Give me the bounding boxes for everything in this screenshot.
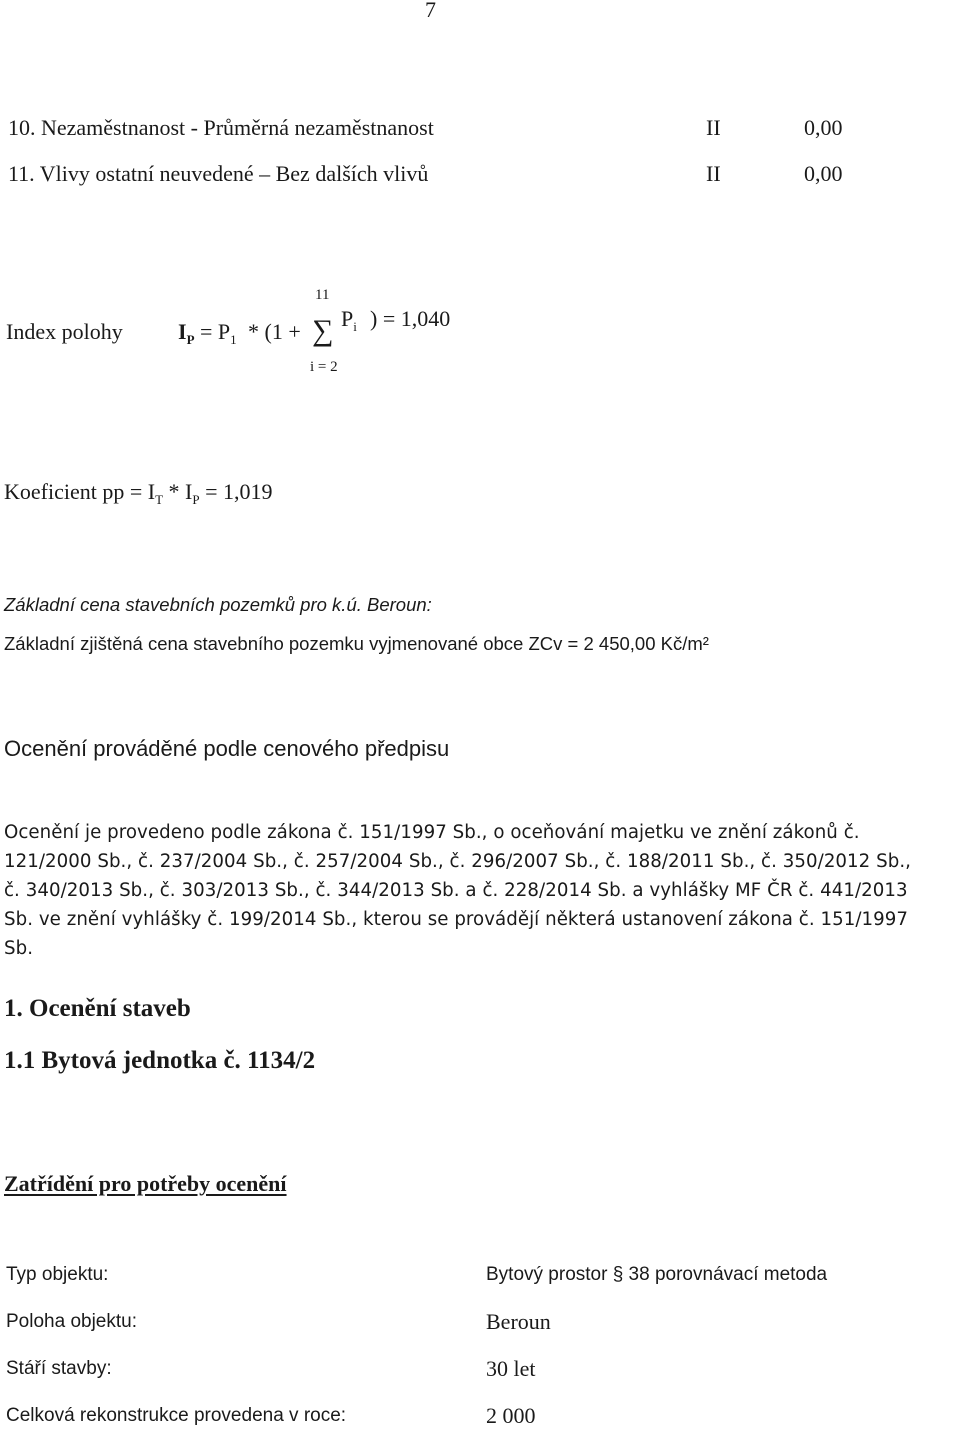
formula-ip: $I_P$ (178, 319, 195, 347)
paragraph-line: 121/2000 Sb., č. 237/2004 Sb., č. 257/2004 Sb., č. 296/2007 Sb., č. 188/2011 Sb., č. 350/2012 Sb., (4, 851, 911, 872)
formula-pi: $P_i$ (341, 306, 357, 334)
paragraph-line: Sb. ve znění vyhlášky č. 199/2014 Sb., kterou se provádějí některá ustanovení zákona č. 151/1997 (4, 909, 909, 930)
zakladni-cena-heading: Základní cena stavebních pozemků pro k.ú. Beroun: (4, 594, 432, 615)
factor-class: II (706, 161, 721, 186)
factor-value: 0,00 (804, 115, 843, 140)
detail-value: 30 let (486, 1356, 536, 1381)
legal-paragraph (4, 818, 960, 963)
detail-label: Stáří stavby: (6, 1358, 112, 1379)
sum-symbol: ∑ (312, 314, 334, 347)
section-heading-oceneni-staveb: 1. Ocenění staveb (4, 995, 191, 1022)
paragraph-line: č. 340/2013 Sb., č. 303/2013 Sb., č. 344/2013 Sb. a č. 228/2014 Sb. a vyhlášky MF ČR č. 441/2013 (4, 880, 908, 901)
sum-lower-limit: i = 2 (310, 359, 338, 375)
formula-mult: * (1 + (248, 319, 301, 344)
factor-label: 10. Nezaměstnanost - Průměrná nezaměstnanost (8, 115, 434, 140)
oceneni-heading: Ocenění prováděné podle cenového předpisu (4, 736, 450, 761)
detail-label: Typ objektu: (6, 1264, 109, 1285)
zakladni-cena-text: Základní zjištěná cena stavebního pozemku vyjmenované obce ZCv = 2 450,00 Kč/m² (4, 633, 709, 654)
koeficient-pp: Koeficient pp = $I_T * I_P = 1,019$ (4, 479, 273, 507)
paragraph-line: Sb. (4, 938, 34, 959)
factor-label: 11. Vlivy ostatní neuvedené – Bez dalších vlivů (8, 161, 429, 186)
page-number: 7 (425, 0, 436, 22)
detail-value: 2 000 (486, 1403, 536, 1428)
detail-label: Celková rekonstrukce provedena v roce: (6, 1405, 347, 1426)
detail-value: Beroun (486, 1309, 551, 1334)
factor-value: 0,00 (804, 161, 843, 186)
sum-upper-limit: 11 (315, 287, 330, 303)
formula-result: ) = 1,040 (370, 306, 451, 331)
paragraph-line: Ocenění je provedeno podle zákona č. 151/1997 Sb., o oceňování majetku ve znění zákonů č. (4, 822, 860, 843)
formula-eq: = $P_1$ (200, 319, 237, 347)
formula-label: Index polohy (6, 319, 123, 344)
detail-value: Bytový prostor § 38 porovnávací metoda (486, 1264, 828, 1285)
factor-class: II (706, 115, 721, 140)
section-heading-bytova-jednotka: 1.1 Bytová jednotka č. 1134/2 (4, 1047, 316, 1074)
zatrideni-heading: Zatřídění pro potřeby ocenění (4, 1171, 287, 1196)
detail-label: Poloha objektu: (6, 1311, 137, 1332)
